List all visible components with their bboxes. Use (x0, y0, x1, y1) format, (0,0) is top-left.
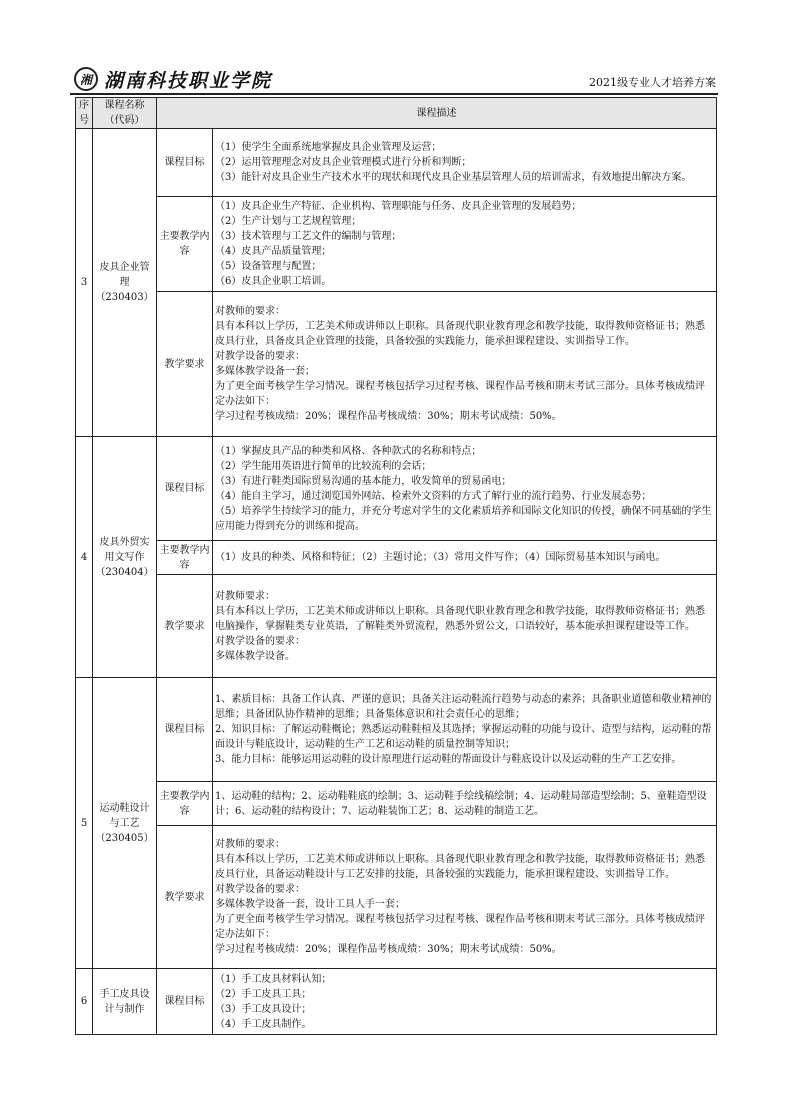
content-line: （3）技术管理与工艺文件的编制与管理； (215, 231, 402, 242)
content-line: （1）使学生全面系统地掌握皮具企业管理及运营； (215, 142, 442, 153)
course-name: 运动鞋设计与工艺 (99, 802, 150, 829)
content-line: （1）皮具的种类、风格和特征；（2）主题讨论；（3）常用文件写作；（4）国际贸易基本知识与函电。 (215, 552, 666, 563)
course-code: （230405） (95, 832, 154, 844)
content-line: 1、素质目标：具备工作认真、严谨的意识；具备关注运动鞋流行趋势与动态的素养；具备职业道德和敬业精神的思维；具备团队协作精神的思维；具备集体意识和社会责任心的思维； (215, 694, 712, 720)
content-line: （1）手工皮具材料认知； (215, 973, 332, 985)
section-label: 课程目标 (157, 678, 213, 782)
course-seq: 6 (76, 969, 93, 1035)
section-content (213, 292, 717, 437)
section-label: 课程目标 (157, 969, 213, 1035)
content-line: （2）学生能用英语进行简单的比较流利的会话； (215, 460, 432, 472)
course-name-cell (93, 437, 157, 678)
content-line: （4）手工皮具制作。 (215, 1018, 312, 1030)
course-name: 皮具外贸实用文写作 (99, 536, 150, 563)
content-line: （6）皮具企业职工培训。 (215, 276, 332, 287)
content-line: 具有本科以上学历，工艺美术师或讲师以上职称。具备现代职业教育理念和教学技能，取得教师资格证书；熟悉电脑操作，掌握鞋类专业英语，了解鞋类外贸流程，熟悉外贸公文，口语较好，基本能承担课程建设等工作。 (215, 605, 705, 632)
content-line: （3）有进行鞋类国际贸易沟通的基本能力，收发简单的贸易函电； (215, 475, 512, 487)
content-line: 具有本科以上学历，工艺美术师或讲师以上职称。具备现代职业教育理念和教学技能，取得教师资格证书；熟悉皮具行业，具备皮具企业管理的技能，具备较强的实践能力，能承担课程建设、实训指导工作。 (215, 321, 705, 347)
table-row (76, 678, 717, 782)
header-divider (70, 93, 718, 95)
school-logo (74, 66, 272, 92)
table-row (76, 541, 717, 575)
section-label: 主要教学内容 (157, 541, 213, 575)
content-line: （3）能针对皮具企业生产技术水平的现状和现代皮具企业基层管理人员的培训需求，有效地提出解决方案。 (215, 172, 692, 183)
course-name-cell (93, 969, 157, 1035)
course-name-cell (93, 129, 157, 437)
section-content (213, 575, 717, 678)
content-line: 学习过程考核成绩：20%；课程作品考核成绩：30%；期末考试成绩：50%。 (215, 944, 562, 955)
content-line: （4）能自主学习，通过浏览国外网站、检索外文资料的方式了解行业的流行趋势、行业发展态势； (215, 490, 652, 502)
content-line: （4）皮具产品质量管理； (215, 246, 332, 257)
content-line: 对教学设备的要求： (215, 884, 305, 895)
table-row (76, 129, 717, 197)
course-name: 皮具企业管理 (99, 262, 150, 288)
content-line: （1）掌握皮具产品的种类和风格、各种款式的名称和特点； (215, 445, 482, 457)
content-line: （2）手工皮具工具； (215, 988, 312, 1000)
section-content (213, 678, 717, 782)
content-line: 对教师的要求： (215, 839, 285, 850)
content-line: （1）皮具企业生产特征、企业机构、管理职能与任务、皮具企业管理的发展趋势； (215, 201, 582, 212)
content-line: （3）手工皮具设计； (215, 1003, 312, 1015)
document-title: 2021级专业人才培养方案 (589, 76, 716, 89)
section-content (213, 437, 717, 541)
section-label: 课程目标 (157, 437, 213, 541)
section-label: 主要教学内容 (157, 197, 213, 292)
col-seq-header: 序号 (76, 98, 93, 129)
course-table (75, 97, 717, 1035)
table-row (76, 437, 717, 541)
section-content (213, 782, 717, 826)
section-content (213, 541, 717, 575)
table-header-row (76, 98, 717, 129)
section-content (213, 969, 717, 1035)
table-row (76, 292, 717, 437)
content-line: 3、能力目标：能够运用运动鞋的设计原理进行运动鞋的帮面设计与鞋底设计以及运动鞋的生产工艺安排。 (215, 754, 682, 765)
table-row (76, 969, 717, 1035)
course-name: 手工皮具设计与制作 (99, 988, 150, 1015)
section-label: 课程目标 (157, 129, 213, 197)
content-line: （2）运用管理理念对皮具企业管理模式进行分析和判断； (215, 157, 472, 168)
content-line: 对教师要求： (215, 590, 275, 602)
table-row (76, 782, 717, 826)
course-seq: 3 (76, 129, 93, 437)
content-line: 对教学设备的要求： (215, 351, 305, 362)
section-label: 主要教学内容 (157, 782, 213, 826)
content-line: 对教师的要求： (215, 306, 285, 317)
section-label: 教学要求 (157, 826, 213, 969)
course-seq: 5 (76, 678, 93, 969)
section-content (213, 129, 717, 197)
col-desc-header: 课程描述 (157, 98, 717, 129)
section-content (213, 197, 717, 292)
content-line: 2、知识目标：了解运动鞋概论；熟悉运动鞋鞋楦及其选择；掌握运动鞋的功能与设计、造型与结构，运动鞋的帮面设计与鞋底设计，运动鞋的生产工艺和运动鞋的质量控制等知识； (215, 724, 712, 750)
content-line: 多媒体教学设备。 (215, 650, 295, 662)
course-seq: 4 (76, 437, 93, 678)
table-row (76, 197, 717, 292)
content-line: 为了更全面考核学生学习情况。课程考核包括学习过程考核、课程作品考核和期末考试三部分。具体考核成绩评定办法如下： (215, 381, 705, 407)
logo-emblem-icon: 湘 (74, 67, 98, 91)
content-line: 为了更全面考核学生学习情况。课程考核包括学习过程考核、课程作品考核和期末考试三部分。具体考核成绩评定办法如下： (215, 914, 705, 940)
content-line: （5）设备管理与配置； (215, 261, 322, 272)
table-row (76, 826, 717, 969)
section-content (213, 826, 717, 969)
content-line: （5）培养学生持续学习的能力，并充分考虑对学生的文化素质培养和国际文化知识的传授，确保不同基础的学生应用能力得到充分的训练和提高。 (215, 505, 712, 532)
content-line: 具有本科以上学历，工艺美术师或讲师以上职称。具备现代职业教育理念和教学技能，取得教师资格证书；熟悉皮具行业，具备运动鞋设计与工艺安排的技能，具备较强的实践能力，能承担课程建设、实训指导工作。 (215, 854, 705, 880)
school-name: 湖南科技职业学院 (104, 69, 273, 92)
content-line: （2）生产计划与工艺规程管理； (215, 216, 362, 227)
course-code: （230404） (95, 566, 154, 578)
section-label: 教学要求 (157, 575, 213, 678)
table-row (76, 575, 717, 678)
content-line: 对教学设备的要求： (215, 635, 305, 647)
content-line: 多媒体教学设备一套； (215, 366, 315, 377)
course-code: （230403） (95, 292, 154, 303)
course-name-cell (93, 678, 157, 969)
content-line: 多媒体教学设备一套，设计工具人手一套； (215, 899, 405, 910)
content-line: 1、运动鞋的结构；2、运动鞋鞋底的绘制；3、运动鞋手绘线稿绘制；4、运动鞋局部造型绘制；5、童鞋造型设计；6、运动鞋的结构设计；7、运动鞋装饰工艺；8、运动鞋的制造工艺。 (215, 790, 707, 817)
page-header (70, 64, 718, 94)
section-label: 教学要求 (157, 292, 213, 437)
content-line: 学习过程考核成绩：20%；课程作品考核成绩：30%；期末考试成绩：50%。 (215, 411, 562, 422)
col-name-header: 课程名称（代码） (93, 98, 157, 129)
